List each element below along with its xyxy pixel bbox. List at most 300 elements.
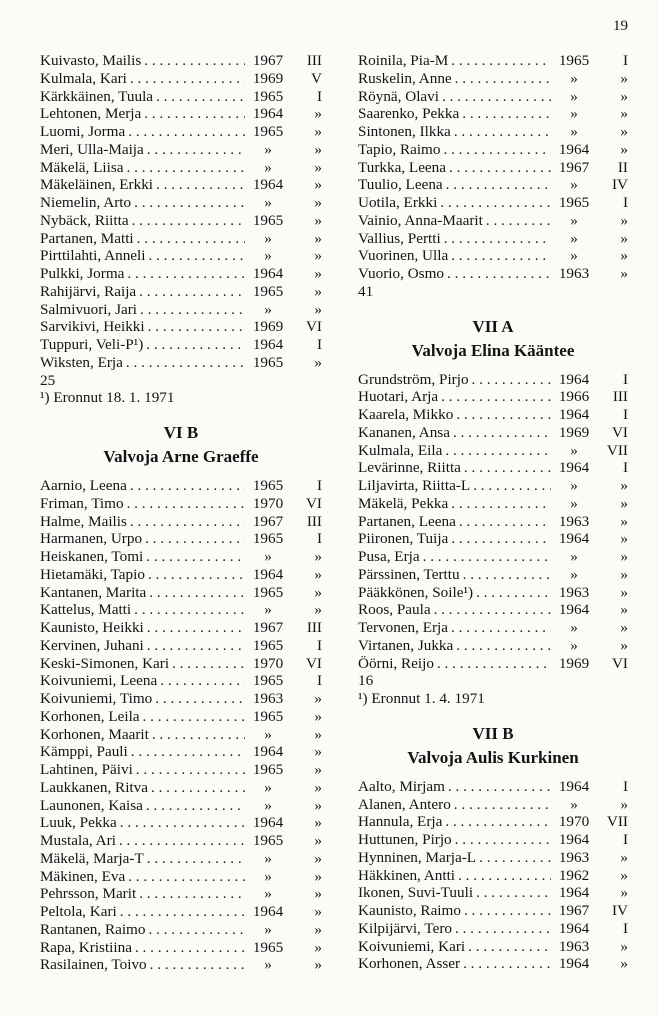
student-entry: [40, 212, 322, 230]
student-name: Kattelus, Matti: [40, 601, 132, 619]
leader-dots: [476, 584, 551, 602]
school-class: »: [620, 866, 628, 884]
school-class: »: [620, 140, 628, 158]
student-entry: [358, 495, 628, 513]
school-class: »: [314, 849, 322, 867]
student-entry: [358, 194, 628, 212]
birth-year: »: [570, 565, 578, 583]
student-list-continued: [40, 52, 322, 372]
birth-year: 1964: [558, 884, 590, 902]
school-class: »: [314, 123, 322, 140]
leader-dots: [440, 194, 551, 212]
leader-dots: [146, 336, 245, 354]
student-name: Tervonen, Erja: [358, 619, 449, 636]
student-name: Kaunisto, Raimo: [358, 902, 461, 919]
leader-dots: [441, 388, 551, 406]
student-entry: [358, 637, 628, 655]
leader-dots: [120, 903, 245, 921]
left-column: [40, 52, 322, 974]
leader-dots: [145, 530, 245, 548]
leader-dots: [128, 123, 245, 141]
student-entry: [40, 797, 322, 815]
student-entry: [40, 159, 322, 177]
school-class: »: [620, 229, 628, 247]
student-name: Saarenko, Pekka: [358, 105, 460, 123]
student-name: Rasilainen, Toivo: [40, 956, 147, 974]
student-name: Luuk, Pekka: [40, 814, 117, 832]
student-name: Piironen, Tuija: [358, 530, 449, 548]
birth-year: »: [264, 158, 272, 176]
student-name: Koivuniemi, Kari: [358, 937, 466, 955]
student-entry: [40, 850, 322, 868]
school-class: »: [620, 69, 628, 87]
birth-year: 1964: [252, 105, 284, 123]
leader-dots: [172, 655, 245, 673]
birth-year: »: [570, 69, 578, 87]
student-entry: [358, 955, 628, 973]
student-name: Heiskanen, Tomi: [40, 548, 144, 565]
student-entry: [40, 283, 322, 301]
student-entry: [40, 655, 322, 673]
birth-year: »: [264, 778, 272, 796]
student-entry: [40, 141, 322, 159]
birth-year: 1965: [252, 761, 284, 778]
leader-dots: [148, 247, 245, 265]
student-name: Niemelin, Arto: [40, 194, 132, 211]
student-entry: [40, 265, 322, 283]
birth-year: 1964: [558, 370, 590, 388]
student-entry: [358, 159, 628, 177]
leader-dots: [160, 672, 245, 690]
student-entry: [40, 601, 322, 619]
leader-dots: [140, 301, 245, 319]
student-name: Koivuniemi, Timo: [40, 690, 153, 707]
school-class: »: [314, 867, 322, 885]
leader-dots: [144, 105, 245, 123]
student-entry: [358, 52, 628, 70]
student-name: Aarnio, Leena: [40, 477, 127, 494]
birth-year: 1969: [252, 69, 284, 87]
leader-dots: [149, 584, 245, 602]
leader-dots: [119, 832, 245, 850]
leader-dots: [463, 955, 551, 973]
birth-year: »: [264, 247, 272, 265]
school-class: »: [620, 247, 628, 265]
leader-dots: [472, 371, 551, 389]
school-class: I: [316, 672, 322, 690]
student-name: Levärinne, Riitta: [358, 459, 461, 477]
school-class: »: [314, 903, 322, 920]
birth-year: »: [570, 247, 578, 265]
student-entry: [358, 176, 628, 194]
class-teacher-vii-b: Valvoja Aulis Kurkinen: [407, 747, 579, 767]
student-name: Vallius, Pertti: [358, 229, 441, 247]
student-entry: [358, 230, 628, 248]
birth-year: 1967: [558, 902, 590, 919]
student-name: Tapio, Raimo: [358, 140, 441, 158]
birth-year: 1964: [558, 530, 590, 548]
student-entry: [358, 88, 628, 106]
leader-dots: [139, 283, 245, 301]
birth-year: »: [264, 796, 272, 814]
school-class: VII: [606, 441, 628, 459]
leader-dots: [136, 761, 245, 779]
student-entry: [358, 459, 628, 477]
leader-dots: [451, 619, 551, 637]
student-name: Halme, Mailis: [40, 512, 127, 530]
leader-dots: [423, 548, 551, 566]
leader-dots: [127, 495, 245, 513]
student-entry: [358, 247, 628, 265]
leader-dots: [449, 159, 551, 177]
student-count: 41: [358, 282, 374, 300]
student-entry: [358, 371, 628, 389]
student-entry: [40, 939, 322, 957]
student-name: Turkka, Leena: [358, 158, 447, 176]
birth-year: 1965: [252, 832, 284, 849]
leader-dots: [130, 70, 245, 88]
class-title-vi-b: VI B: [163, 423, 199, 442]
school-class: »: [620, 512, 628, 530]
student-name: Häkkinen, Antti: [358, 866, 456, 884]
student-name: Kulmala, Eila: [358, 441, 443, 459]
birth-year: 1970: [558, 813, 590, 831]
student-entry: [40, 921, 322, 939]
student-name: Tuulio, Leena: [358, 176, 443, 194]
student-entry: [40, 868, 322, 886]
student-name: Mustala, Ari: [40, 832, 116, 849]
leader-dots: [147, 619, 245, 637]
school-class: VI: [305, 654, 322, 672]
student-name: Pirttilahti, Anneli: [40, 247, 146, 265]
student-name: Roinila, Pia-M: [358, 52, 449, 69]
student-name: Keski-Simonen, Kari: [40, 654, 170, 672]
student-name: Lahtinen, Päivi: [40, 761, 133, 778]
birth-year: »: [264, 867, 272, 885]
school-class: »: [314, 300, 322, 318]
birth-year: »: [264, 725, 272, 743]
school-class: I: [622, 777, 628, 795]
birth-year: »: [264, 920, 272, 938]
birth-year: 1966: [558, 388, 590, 406]
school-class: I: [622, 52, 628, 69]
birth-year: 1964: [252, 565, 284, 583]
school-class: III: [306, 512, 322, 530]
school-class: »: [314, 885, 322, 903]
school-class: »: [314, 761, 322, 778]
student-entry: [40, 247, 322, 265]
student-entry: [358, 265, 628, 283]
birth-year: 1969: [252, 318, 284, 336]
leader-dots: [473, 477, 551, 495]
student-entry: [40, 690, 322, 708]
birth-year: 1967: [252, 52, 284, 69]
school-class: I: [316, 87, 322, 105]
leader-dots: [134, 601, 245, 619]
birth-year: »: [570, 494, 578, 512]
leader-dots: [148, 921, 245, 939]
birth-year: 1962: [558, 866, 590, 884]
student-entry: [40, 194, 322, 212]
school-class: »: [314, 176, 322, 194]
birth-year: »: [264, 229, 272, 247]
school-class: »: [314, 796, 322, 814]
student-name: Peltola, Kari: [40, 903, 117, 920]
leader-dots: [156, 88, 245, 106]
birth-year: 1965: [252, 938, 284, 956]
school-class: I: [622, 370, 628, 388]
student-entry: [358, 831, 628, 849]
leader-dots: [444, 230, 551, 248]
leader-dots: [458, 867, 551, 885]
student-name: Hietamäki, Tapio: [40, 565, 145, 583]
student-name: Sarvikivi, Heikki: [40, 318, 145, 336]
student-name: Aalto, Mirjam: [358, 777, 445, 795]
birth-year: »: [264, 885, 272, 903]
birth-year: 1969: [558, 654, 590, 672]
leader-dots: [137, 230, 245, 248]
student-name: Kaunisto, Heikki: [40, 619, 144, 636]
school-class: »: [620, 795, 628, 813]
school-class: I: [316, 636, 322, 654]
leader-dots: [446, 176, 551, 194]
school-class: »: [620, 619, 628, 636]
student-entry: [40, 761, 322, 779]
student-entry: [40, 230, 322, 248]
student-entry: [40, 584, 322, 602]
student-name: Mäkinen, Eva: [40, 867, 126, 885]
student-entry: [358, 849, 628, 867]
student-name: Öörni, Reijo: [358, 654, 434, 672]
student-name: Mäkelä, Liisa: [40, 158, 124, 176]
school-class: »: [314, 194, 322, 211]
student-entry: [358, 141, 628, 159]
student-name: Hannula, Erja: [358, 813, 443, 831]
student-entry: [40, 176, 322, 194]
school-class: III: [612, 388, 628, 406]
student-name: Sintonen, Ilkka: [358, 123, 451, 140]
student-name: Meri, Ulla-Maija: [40, 140, 144, 158]
student-name: Alanen, Antero: [358, 795, 451, 813]
student-entry: [358, 813, 628, 831]
leader-dots: [447, 265, 551, 283]
student-name: Kärkkäinen, Tuula: [40, 87, 154, 105]
school-class: VII: [606, 813, 628, 831]
student-name: Rapa, Kristiina: [40, 938, 132, 956]
leader-dots: [451, 52, 551, 70]
leader-dots: [455, 920, 551, 938]
school-class: I: [316, 477, 322, 494]
school-class: »: [314, 920, 322, 938]
leader-dots: [131, 743, 245, 761]
birth-year: »: [570, 211, 578, 229]
leader-dots: [155, 690, 245, 708]
school-class: »: [314, 229, 322, 247]
leader-dots: [468, 938, 551, 956]
leader-dots: [479, 849, 551, 867]
student-count: 16: [358, 672, 374, 690]
student-name: Kilpijärvi, Tero: [358, 919, 452, 937]
school-class: »: [620, 937, 628, 955]
student-entry: [358, 920, 628, 938]
student-entry: [40, 52, 322, 70]
leader-dots: [454, 796, 551, 814]
student-name: Lehtonen, Merja: [40, 105, 142, 123]
school-class: »: [314, 690, 322, 707]
leader-dots: [464, 459, 551, 477]
school-class: »: [314, 956, 322, 974]
birth-year: 1965: [252, 477, 284, 494]
student-name: Wiksten, Erja: [40, 353, 123, 371]
student-name: Friman, Timo: [40, 494, 124, 512]
leader-dots: [120, 814, 245, 832]
school-class: »: [314, 353, 322, 371]
student-entry: [40, 672, 322, 690]
student-entry: [358, 388, 628, 406]
leader-dots: [462, 105, 551, 123]
student-name: Vainio, Anna-Maarit: [358, 211, 483, 229]
student-entry: [358, 70, 628, 88]
student-name: Pehrsson, Marit: [40, 885, 137, 903]
leader-dots: [445, 813, 551, 831]
leader-dots: [151, 779, 245, 797]
student-name: Mäkelä, Pekka: [358, 494, 449, 512]
student-entry: [358, 212, 628, 230]
leader-dots: [126, 354, 245, 372]
school-class: »: [314, 247, 322, 265]
school-class: »: [314, 211, 322, 229]
school-class: »: [620, 265, 628, 282]
student-entry: [40, 743, 322, 761]
birth-year: 1963: [558, 583, 590, 601]
leader-dots: [146, 797, 245, 815]
student-entry: [358, 778, 628, 796]
birth-year: 1965: [252, 211, 284, 229]
birth-year: »: [570, 441, 578, 459]
birth-year: 1965: [252, 707, 284, 725]
school-class: »: [620, 211, 628, 229]
student-name: Salmivuori, Jari: [40, 300, 138, 318]
leader-dots: [147, 141, 245, 159]
leader-dots: [128, 868, 245, 886]
student-entry: [40, 336, 322, 354]
student-name: Luomi, Jorma: [40, 123, 126, 140]
birth-year: »: [570, 795, 578, 813]
footnote: ¹) Eronnut 18. 1. 1971: [40, 389, 175, 407]
birth-year: 1965: [252, 123, 284, 140]
leader-dots: [130, 513, 245, 531]
school-class: »: [620, 884, 628, 902]
student-entry: [40, 708, 322, 726]
school-class: I: [316, 336, 322, 353]
student-entry: [40, 619, 322, 637]
school-class: »: [314, 583, 322, 601]
student-name: Uotila, Erkki: [358, 194, 438, 211]
student-name: Harmanen, Urpo: [40, 530, 143, 548]
student-list-vii-b: [358, 778, 628, 973]
leader-dots: [127, 159, 245, 177]
student-name: Kämppi, Pauli: [40, 743, 128, 761]
birth-year: 1965: [252, 87, 284, 105]
school-class: »: [620, 530, 628, 548]
student-name: Pääkkönen, Soile¹): [358, 583, 474, 601]
student-entry: [40, 779, 322, 797]
student-name: Ruskelin, Anne: [358, 69, 452, 87]
school-class: »: [620, 494, 628, 512]
student-entry: [358, 867, 628, 885]
leader-dots: [150, 956, 245, 974]
leader-dots: [147, 850, 245, 868]
school-class: »: [314, 265, 322, 282]
school-class: »: [314, 938, 322, 956]
leader-dots: [456, 406, 551, 424]
leader-dots: [455, 831, 551, 849]
birth-year: 1964: [252, 814, 284, 832]
birth-year: 1963: [252, 690, 284, 707]
student-name: Vuorio, Osmo: [358, 265, 444, 282]
leader-dots: [148, 318, 245, 336]
birth-year: 1963: [558, 265, 590, 282]
school-class: I: [316, 530, 322, 548]
student-entry: [40, 88, 322, 106]
leader-dots: [451, 530, 551, 548]
birth-year: »: [264, 849, 272, 867]
student-entry: [358, 513, 628, 531]
leader-dots: [139, 885, 245, 903]
student-entry: [358, 619, 628, 637]
leader-dots: [451, 495, 551, 513]
student-entry: [358, 530, 628, 548]
birth-year: 1964: [558, 919, 590, 937]
student-name: Grundström, Pirjo: [358, 370, 469, 388]
student-entry: [40, 548, 322, 566]
school-class: »: [314, 158, 322, 176]
leader-dots: [445, 442, 551, 460]
school-class: »: [620, 601, 628, 619]
school-class: »: [314, 725, 322, 743]
student-entry: [358, 601, 628, 619]
student-name: Mäkelä, Marja-T: [40, 849, 144, 867]
student-entry: [40, 513, 322, 531]
student-entry: [358, 477, 628, 495]
birth-year: »: [570, 87, 578, 105]
birth-year: 1964: [558, 406, 590, 423]
student-name: Laukkanen, Ritva: [40, 778, 148, 796]
student-name: Mäkeläinen, Erkki: [40, 176, 154, 194]
student-entry: [40, 637, 322, 655]
birth-year: 1965: [558, 194, 590, 211]
leader-dots: [130, 477, 245, 495]
leader-dots: [144, 52, 245, 70]
student-entry: [358, 938, 628, 956]
school-class: III: [306, 619, 322, 636]
school-class: »: [314, 743, 322, 761]
birth-year: 1965: [252, 583, 284, 601]
student-name: Launonen, Kaisa: [40, 796, 143, 814]
student-entry: [358, 548, 628, 566]
birth-year: 1965: [558, 52, 590, 69]
school-class: I: [622, 831, 628, 848]
birth-year: 1967: [558, 158, 590, 176]
student-name: Liljavirta, Riitta-L: [358, 477, 471, 494]
student-name: Roos, Paula: [358, 601, 431, 619]
student-name: Rahijärvi, Raija: [40, 282, 137, 300]
student-entry: [358, 902, 628, 920]
school-class: VI: [611, 654, 628, 672]
birth-year: 1964: [252, 336, 284, 353]
leader-dots: [464, 902, 551, 920]
school-class: VI: [611, 423, 628, 441]
